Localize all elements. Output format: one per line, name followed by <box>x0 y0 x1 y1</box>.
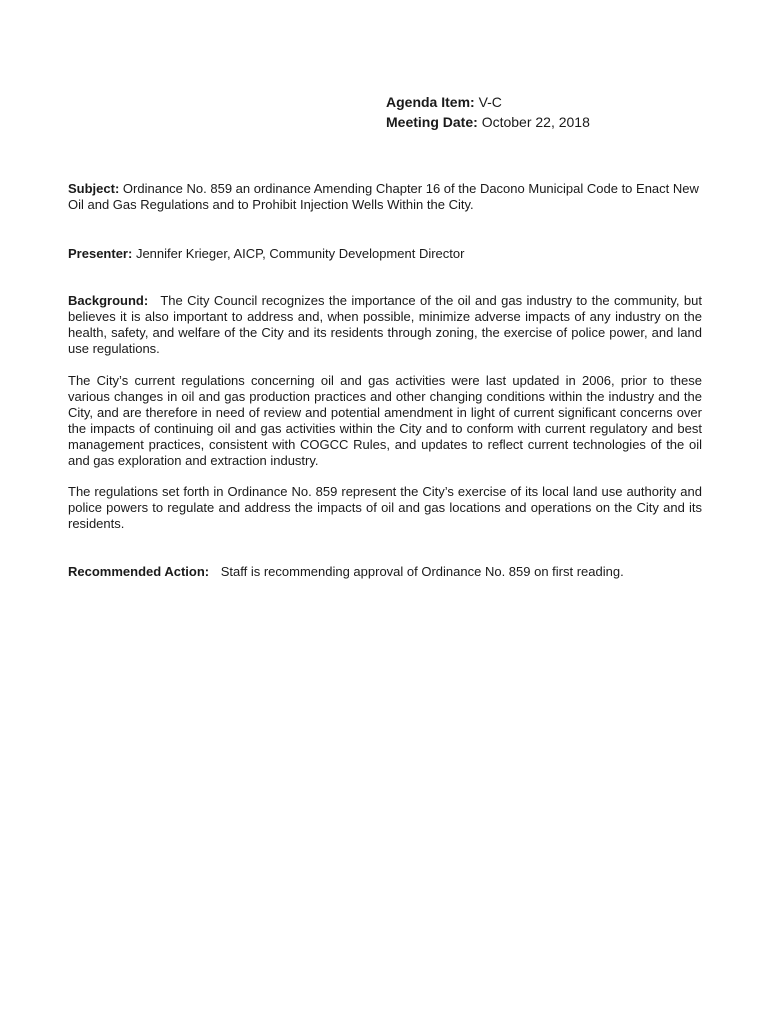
recommended-action-label: Recommended Action: <box>68 564 210 579</box>
background-label: Background: <box>68 293 149 308</box>
agenda-item-value: V-C <box>478 94 502 110</box>
presenter-section <box>68 246 702 262</box>
agenda-header <box>386 92 590 132</box>
presenter-text: Jennifer Krieger, AICP, Community Development Director <box>135 246 465 261</box>
recommended-action-section <box>68 564 702 580</box>
background-text: The City Council recognizes the importance of the oil and gas industry to the community, but believes it is also important to address and, when possible, minimize adverse impacts of any industry on the health, safety, and welfare of the City and its residents through zoning, the exercise of police power, and land use regulations. <box>68 293 702 356</box>
agenda-item-label: Agenda Item: <box>386 94 475 110</box>
agenda-item-row <box>386 92 590 112</box>
background-paragraph-3: The regulations set forth in Ordinance No. 859 represent the City’s exercise of its local land use authority and police powers to regulate and address the impacts of oil and gas locations and operations on the City and its residents. <box>68 484 702 531</box>
subject-text: Ordinance No. 859 an ordinance Amending Chapter 16 of the Dacono Municipal Code to Enact New Oil and Gas Regulations and to Prohibit Injection Wells Within the City. <box>68 181 699 212</box>
presenter-label: Presenter: <box>68 246 133 261</box>
subject-section <box>68 181 702 213</box>
meeting-date-label: Meeting Date: <box>386 114 478 130</box>
subject-label: Subject: <box>68 181 120 196</box>
recommended-action-text: Staff is recommending approval of Ordinance No. 859 on first reading. <box>220 564 624 579</box>
meeting-date-row <box>386 112 590 132</box>
meeting-date-value: October 22, 2018 <box>481 114 590 130</box>
background-paragraph-2: The City’s current regulations concerning oil and gas activities were last updated in 2006, prior to these various changes in oil and gas production practices and other changing conditions within the industry and the City, and are therefore in need of review and potential amendment in light of current significant concerns over the impacts of continuing oil and gas activities within the City and to conform with current regulatory and best management practices, consistent with COGCC Rules, and updates to reflect current technologies of the oil and gas exploration and extraction industry. <box>68 373 702 468</box>
background-section <box>68 293 702 357</box>
